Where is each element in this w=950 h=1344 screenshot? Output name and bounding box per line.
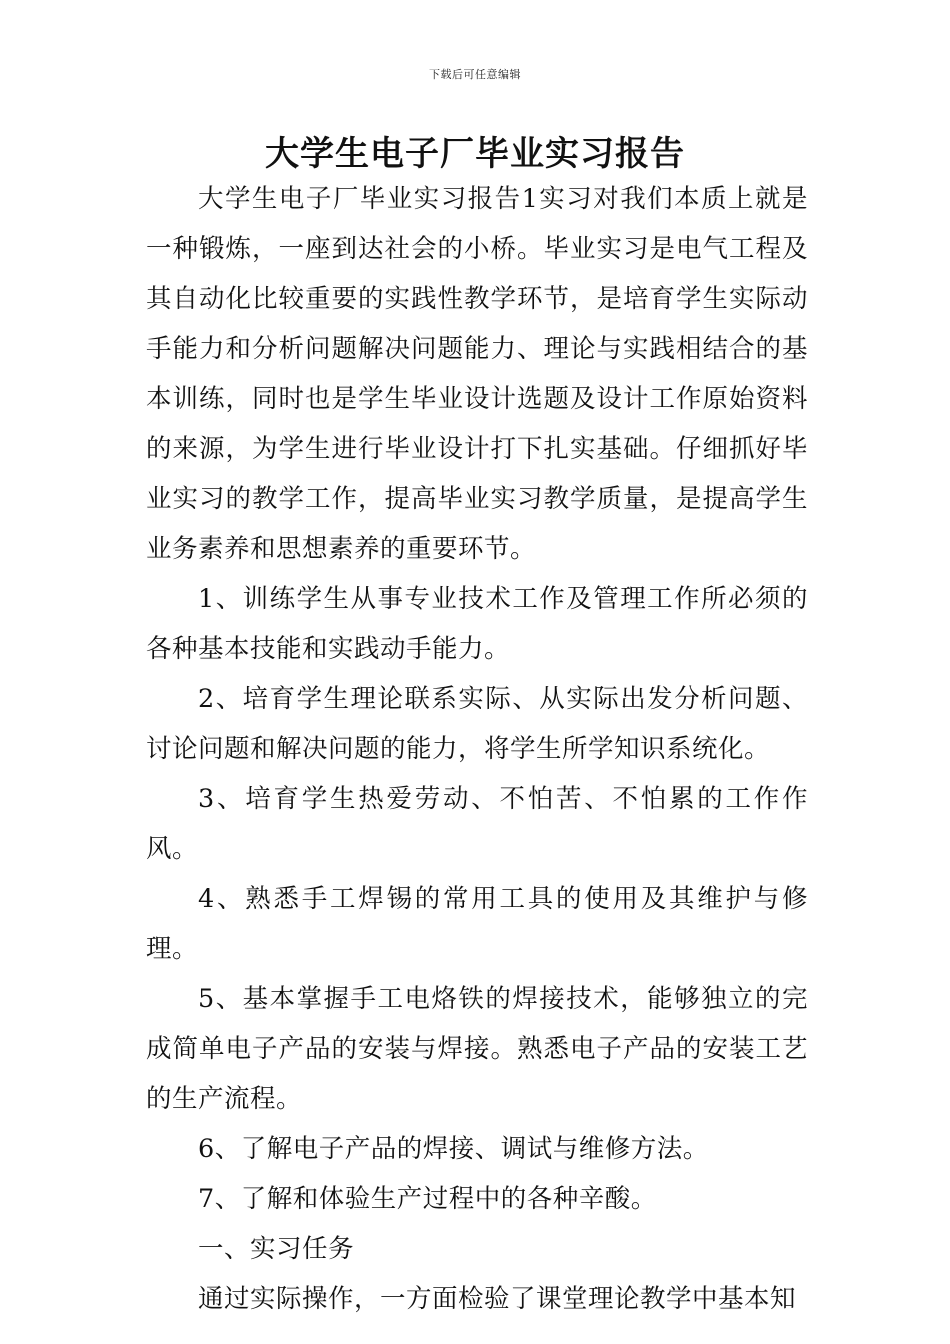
objective-item-4: 4、熟悉手工焊锡的常用工具的使用及其维护与修理。 xyxy=(146,884,808,964)
document-body xyxy=(146,174,808,1324)
section-heading-tasks: 一、实习任务 xyxy=(198,1234,355,1264)
objective-item-7: 7、了解和体验生产过程中的各种辛酸。 xyxy=(198,1184,657,1214)
objective-item-3: 3、培育学生热爱劳动、不怕苦、不怕累的工作作风。 xyxy=(146,784,808,864)
intro-paragraph: 大学生电子厂毕业实习报告1实习对我们本质上就是一种锻炼，一座到达社会的小桥。毕业实习是电气工程及其自动化比较重要的实践性教学环节，是培育学生实际动手能力和分析问题解决问题能力、理论与实践相结合的基本训练，同时也是学生毕业设计选题及设计工作原始资料的来源，为学生进行毕业设计打下扎实基础。仔细抓好毕业实习的教学工作，提高毕业实习教学质量，是提高学生业务素养和思想素养的重要环节。 xyxy=(146,184,808,564)
objective-item-2: 2、培育学生理论联系实际、从实际出发分析问题、讨论问题和解决问题的能力，将学生所学知识系统化。 xyxy=(146,684,808,764)
header-note: 下载后可任意编辑 xyxy=(429,68,521,81)
objective-item-5: 5、基本掌握手工电烙铁的焊接技术，能够独立的完成简单电子产品的安装与焊接。熟悉电子产品的安装工艺的生产流程。 xyxy=(146,984,808,1114)
objective-item-1: 1、训练学生从事专业技术工作及管理工作所必须的各种基本技能和实践动手能力。 xyxy=(146,584,808,664)
tasks-paragraph: 通过实际操作，一方面检验了课堂理论教学中基本知 xyxy=(198,1284,797,1314)
document-title: 大学生电子厂毕业实习报告 xyxy=(265,134,685,174)
objective-item-6: 6、了解电子产品的焊接、调试与维修方法。 xyxy=(198,1134,709,1164)
